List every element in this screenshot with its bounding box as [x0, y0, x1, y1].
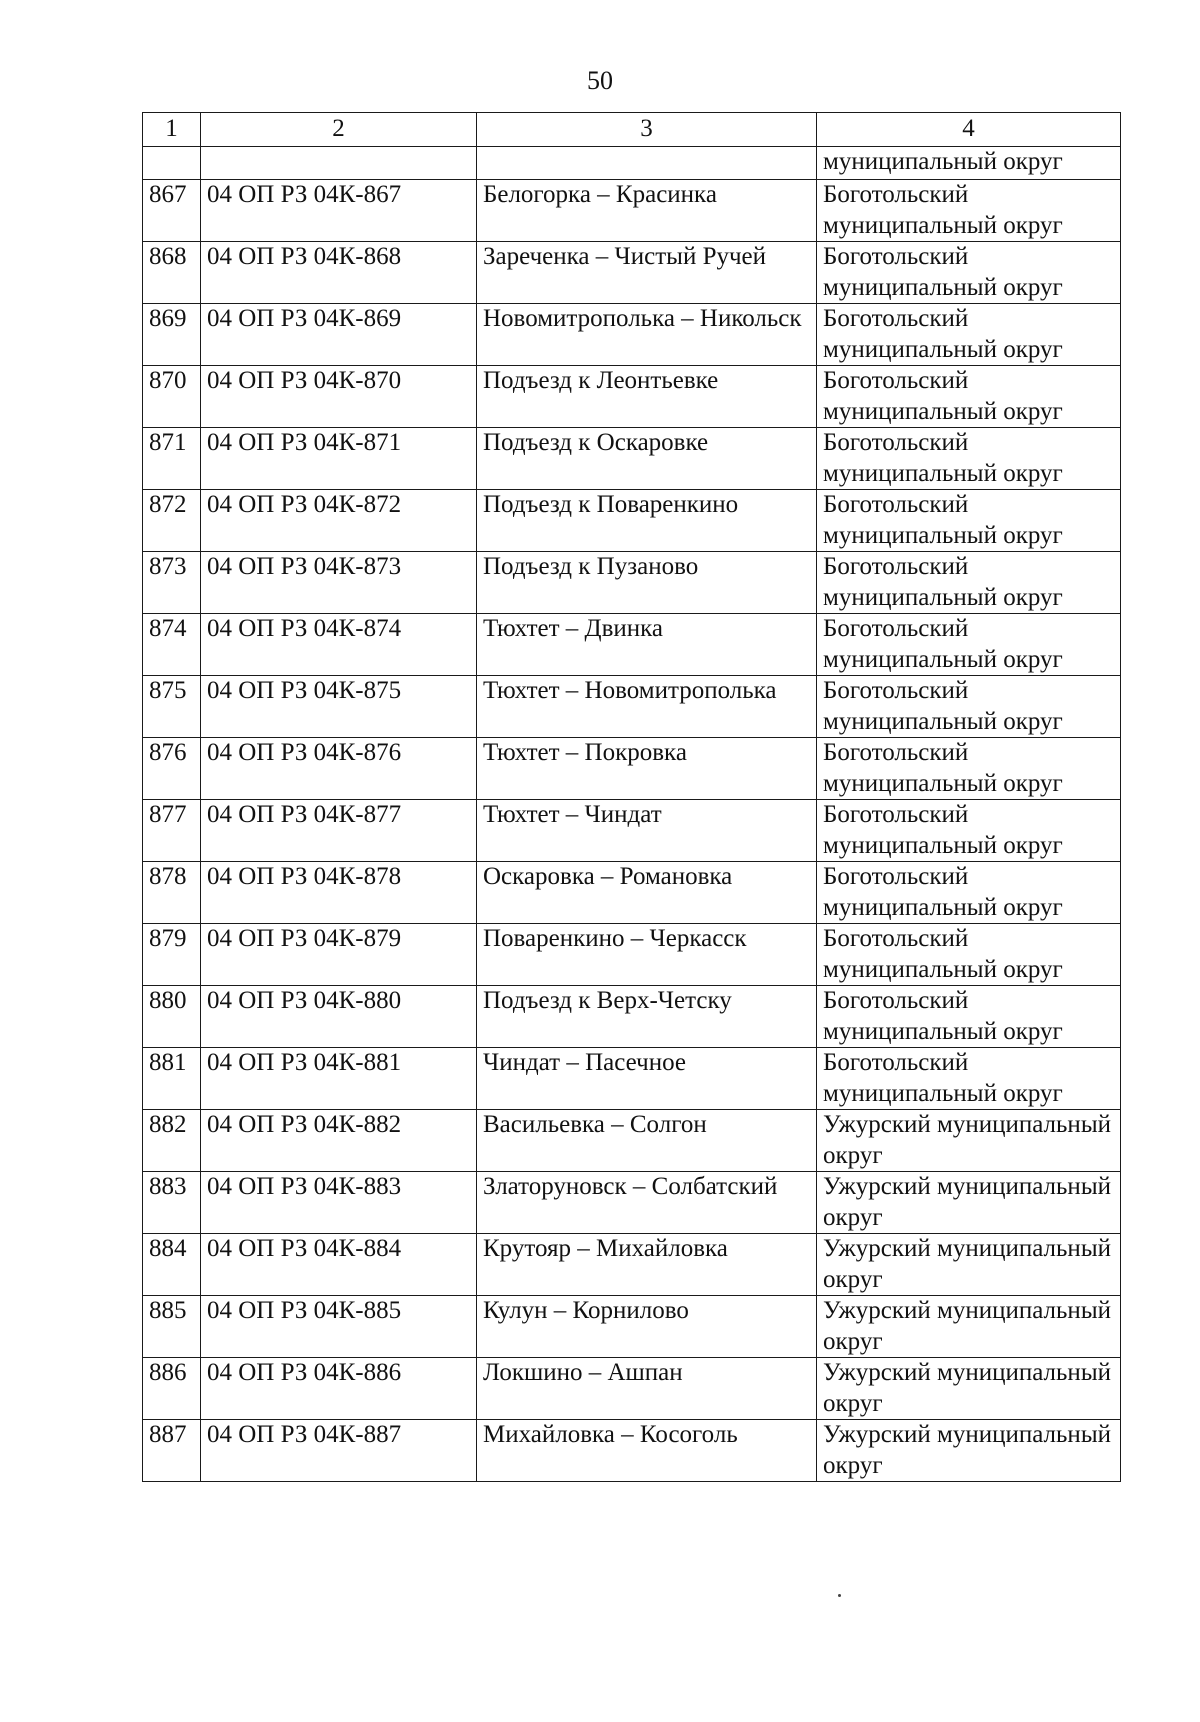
- row-number-cell: 875: [143, 676, 201, 738]
- road-name-cell: Подъезд к Поваренкино: [477, 490, 817, 552]
- district-cell: Боготольский муниципальный округ: [817, 800, 1121, 862]
- road-code-cell: 04 ОП РЗ 04К-886: [201, 1358, 477, 1420]
- road-code-cell: 04 ОП РЗ 04К-873: [201, 552, 477, 614]
- road-code-cell: 04 ОП РЗ 04К-879: [201, 924, 477, 986]
- table-row: [143, 304, 1121, 366]
- row-number-cell: 868: [143, 242, 201, 304]
- page-number: 50: [587, 66, 613, 95]
- roads-registry-table: [142, 112, 1121, 1482]
- row-number-cell: 882: [143, 1110, 201, 1172]
- road-name-cell: Зареченка – Чистый Ручей: [477, 242, 817, 304]
- road-name-cell: Тюхтет – Чиндат: [477, 800, 817, 862]
- table-row: [143, 1234, 1121, 1296]
- header-col-4: 4: [817, 113, 1121, 147]
- district-cell: Боготольский муниципальный округ: [817, 676, 1121, 738]
- road-name-cell: Михайловка – Косоголь: [477, 1420, 817, 1482]
- table-row: [143, 1048, 1121, 1110]
- district-cell: Ужурский муниципальный округ: [817, 1110, 1121, 1172]
- road-code-cell: 04 ОП РЗ 04К-878: [201, 862, 477, 924]
- row-number-cell: 871: [143, 428, 201, 490]
- district-cell: Боготольский муниципальный округ: [817, 862, 1121, 924]
- table-body: [143, 147, 1121, 1482]
- district-cell: Боготольский муниципальный округ: [817, 986, 1121, 1048]
- district-cell: Ужурский муниципальный округ: [817, 1234, 1121, 1296]
- table-row: [143, 1172, 1121, 1234]
- continuation-row: [143, 147, 1121, 180]
- row-number-cell: 872: [143, 490, 201, 552]
- continuation-code-cell: [201, 147, 477, 180]
- road-code-cell: 04 ОП РЗ 04К-880: [201, 986, 477, 1048]
- district-cell: Боготольский муниципальный округ: [817, 490, 1121, 552]
- table-row: [143, 862, 1121, 924]
- road-code-cell: 04 ОП РЗ 04К-867: [201, 180, 477, 242]
- road-code-cell: 04 ОП РЗ 04К-870: [201, 366, 477, 428]
- road-name-cell: Тюхтет – Новомитрополька: [477, 676, 817, 738]
- row-number-cell: 876: [143, 738, 201, 800]
- road-name-cell: Подъезд к Верх-Четску: [477, 986, 817, 1048]
- table-row: [143, 1358, 1121, 1420]
- road-code-cell: 04 ОП РЗ 04К-868: [201, 242, 477, 304]
- row-number-cell: 878: [143, 862, 201, 924]
- road-code-cell: 04 ОП РЗ 04К-884: [201, 1234, 477, 1296]
- road-name-cell: Тюхтет – Двинка: [477, 614, 817, 676]
- header-col-2: 2: [201, 113, 477, 147]
- table-header: [143, 113, 1121, 147]
- continuation-num-cell: [143, 147, 201, 180]
- table-row: [143, 490, 1121, 552]
- road-name-cell: Тюхтет – Покровка: [477, 738, 817, 800]
- row-number-cell: 883: [143, 1172, 201, 1234]
- road-code-cell: 04 ОП РЗ 04К-874: [201, 614, 477, 676]
- district-cell: Боготольский муниципальный округ: [817, 242, 1121, 304]
- district-cell: Боготольский муниципальный округ: [817, 924, 1121, 986]
- row-number-cell: 874: [143, 614, 201, 676]
- road-code-cell: 04 ОП РЗ 04К-882: [201, 1110, 477, 1172]
- header-col-3: 3: [477, 113, 817, 147]
- table-row: [143, 366, 1121, 428]
- district-cell: Ужурский муниципальный округ: [817, 1296, 1121, 1358]
- road-name-cell: Локшино – Ашпан: [477, 1358, 817, 1420]
- district-cell: Боготольский муниципальный округ: [817, 614, 1121, 676]
- table-row: [143, 242, 1121, 304]
- continuation-district-cell: муниципальный округ: [817, 147, 1121, 180]
- table-row: [143, 180, 1121, 242]
- road-name-cell: Кулун – Корнилово: [477, 1296, 817, 1358]
- road-name-cell: Новомитрополька – Никольск: [477, 304, 817, 366]
- scan-dot-mark: [838, 1594, 841, 1597]
- road-code-cell: 04 ОП РЗ 04К-872: [201, 490, 477, 552]
- table-row: [143, 924, 1121, 986]
- road-code-cell: 04 ОП РЗ 04К-887: [201, 1420, 477, 1482]
- district-cell: Боготольский муниципальный округ: [817, 552, 1121, 614]
- district-cell: Ужурский муниципальный округ: [817, 1172, 1121, 1234]
- row-number-cell: 879: [143, 924, 201, 986]
- table-row: [143, 1110, 1121, 1172]
- road-name-cell: Златоруновск – Солбатский: [477, 1172, 817, 1234]
- row-number-cell: 877: [143, 800, 201, 862]
- row-number-cell: 869: [143, 304, 201, 366]
- road-code-cell: 04 ОП РЗ 04К-883: [201, 1172, 477, 1234]
- road-name-cell: Оскаровка – Романовка: [477, 862, 817, 924]
- road-code-cell: 04 ОП РЗ 04К-876: [201, 738, 477, 800]
- road-code-cell: 04 ОП РЗ 04К-885: [201, 1296, 477, 1358]
- row-number-cell: 873: [143, 552, 201, 614]
- district-cell: Боготольский муниципальный округ: [817, 304, 1121, 366]
- district-cell: Боготольский муниципальный округ: [817, 738, 1121, 800]
- table-row: [143, 986, 1121, 1048]
- district-cell: Ужурский муниципальный округ: [817, 1420, 1121, 1482]
- table-row: [143, 614, 1121, 676]
- road-name-cell: Васильевка – Солгон: [477, 1110, 817, 1172]
- road-name-cell: Белогорка – Красинка: [477, 180, 817, 242]
- table-row: [143, 800, 1121, 862]
- header-col-1: 1: [143, 113, 201, 147]
- row-number-cell: 880: [143, 986, 201, 1048]
- road-name-cell: Подъезд к Оскаровке: [477, 428, 817, 490]
- road-name-cell: Крутояр – Михайловка: [477, 1234, 817, 1296]
- table-row: [143, 738, 1121, 800]
- row-number-cell: 870: [143, 366, 201, 428]
- district-cell: Ужурский муниципальный округ: [817, 1358, 1121, 1420]
- road-name-cell: Подъезд к Леонтьевке: [477, 366, 817, 428]
- road-code-cell: 04 ОП РЗ 04К-869: [201, 304, 477, 366]
- row-number-cell: 885: [143, 1296, 201, 1358]
- road-code-cell: 04 ОП РЗ 04К-877: [201, 800, 477, 862]
- road-name-cell: Чиндат – Пасечное: [477, 1048, 817, 1110]
- row-number-cell: 884: [143, 1234, 201, 1296]
- continuation-name-cell: [477, 147, 817, 180]
- road-code-cell: 04 ОП РЗ 04К-875: [201, 676, 477, 738]
- road-name-cell: Подъезд к Пузаново: [477, 552, 817, 614]
- road-name-cell: Поваренкино – Черкасск: [477, 924, 817, 986]
- row-number-cell: 886: [143, 1358, 201, 1420]
- table-row: [143, 552, 1121, 614]
- table-row: [143, 1420, 1121, 1482]
- row-number-cell: 867: [143, 180, 201, 242]
- table-row: [143, 676, 1121, 738]
- district-cell: Боготольский муниципальный округ: [817, 366, 1121, 428]
- table-row: [143, 428, 1121, 490]
- road-code-cell: 04 ОП РЗ 04К-881: [201, 1048, 477, 1110]
- road-code-cell: 04 ОП РЗ 04К-871: [201, 428, 477, 490]
- header-row: [143, 113, 1121, 147]
- row-number-cell: 881: [143, 1048, 201, 1110]
- row-number-cell: 887: [143, 1420, 201, 1482]
- district-cell: Боготольский муниципальный округ: [817, 1048, 1121, 1110]
- district-cell: Боготольский муниципальный округ: [817, 428, 1121, 490]
- table-row: [143, 1296, 1121, 1358]
- district-cell: Боготольский муниципальный округ: [817, 180, 1121, 242]
